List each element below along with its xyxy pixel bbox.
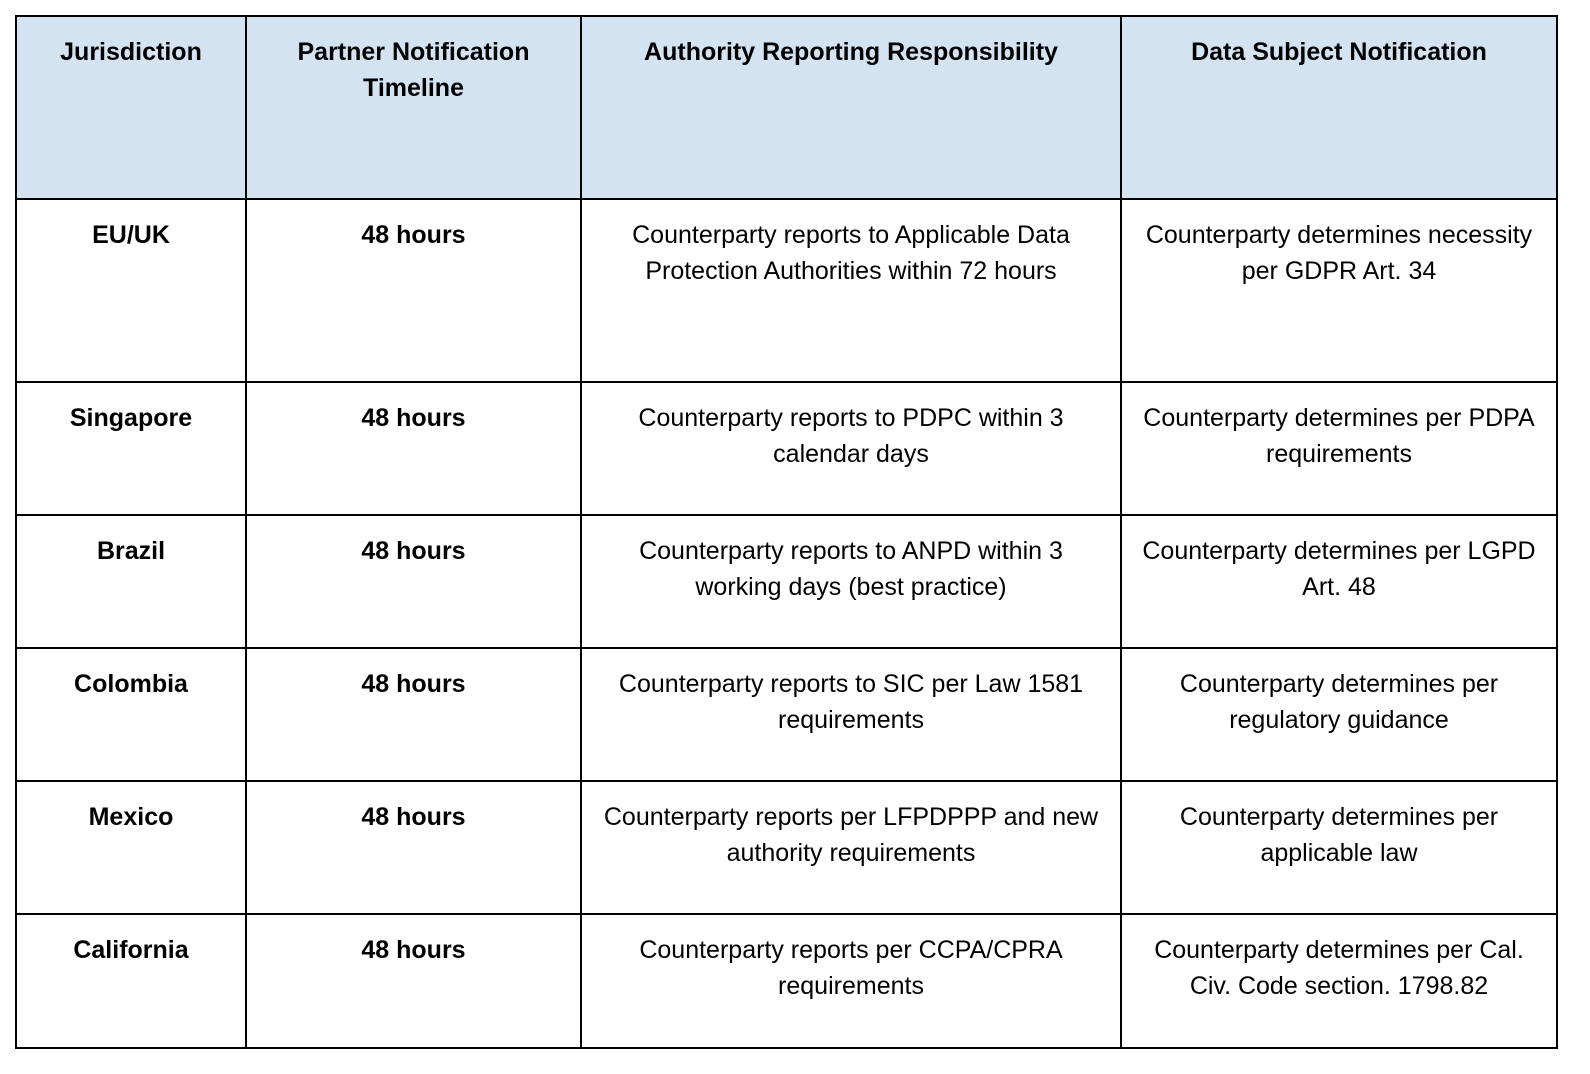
table-header-row [16, 16, 1557, 199]
breach-notification-table [15, 15, 1558, 1049]
cell-timeline: 48 hours [246, 781, 581, 914]
table-row-singapore [16, 382, 1557, 515]
cell-data-subject-notification: Counterparty determines per PDPA requirements [1121, 382, 1557, 515]
cell-authority-reporting: Counterparty reports to PDPC within 3 calendar days [581, 382, 1121, 515]
cell-data-subject-notification: Counterparty determines per applicable law [1121, 781, 1557, 914]
header-authority-reporting-responsibility: Authority Reporting Responsibility [581, 16, 1121, 199]
table-row-eu-uk [16, 199, 1557, 382]
header-partner-notification-timeline: Partner Notification Timeline [246, 16, 581, 199]
cell-timeline: 48 hours [246, 199, 581, 382]
cell-data-subject-notification: Counterparty determines necessity per GDPR Art. 34 [1121, 199, 1557, 382]
cell-jurisdiction: Colombia [16, 648, 246, 781]
cell-data-subject-notification: Counterparty determines per Cal. Civ. Code section. 1798.82 [1121, 914, 1557, 1048]
table-row-brazil [16, 515, 1557, 648]
cell-jurisdiction: Mexico [16, 781, 246, 914]
header-data-subject-notification: Data Subject Notification [1121, 16, 1557, 199]
cell-data-subject-notification: Counterparty determines per LGPD Art. 48 [1121, 515, 1557, 648]
cell-timeline: 48 hours [246, 648, 581, 781]
cell-jurisdiction: California [16, 914, 246, 1048]
table-row-colombia [16, 648, 1557, 781]
cell-jurisdiction: Brazil [16, 515, 246, 648]
cell-authority-reporting: Counterparty reports to SIC per Law 1581 requirements [581, 648, 1121, 781]
cell-jurisdiction: EU/UK [16, 199, 246, 382]
cell-timeline: 48 hours [246, 515, 581, 648]
table-row-california [16, 914, 1557, 1048]
table-row-mexico [16, 781, 1557, 914]
header-jurisdiction: Jurisdiction [16, 16, 246, 199]
cell-authority-reporting: Counterparty reports per LFPDPPP and new authority requirements [581, 781, 1121, 914]
cell-timeline: 48 hours [246, 914, 581, 1048]
cell-authority-reporting: Counterparty reports to ANPD within 3 working days (best practice) [581, 515, 1121, 648]
cell-authority-reporting: Counterparty reports per CCPA/CPRA requirements [581, 914, 1121, 1048]
cell-data-subject-notification: Counterparty determines per regulatory guidance [1121, 648, 1557, 781]
cell-jurisdiction: Singapore [16, 382, 246, 515]
notification-table-container [15, 15, 1558, 1049]
cell-timeline: 48 hours [246, 382, 581, 515]
cell-authority-reporting: Counterparty reports to Applicable Data Protection Authorities within 72 hours [581, 199, 1121, 382]
